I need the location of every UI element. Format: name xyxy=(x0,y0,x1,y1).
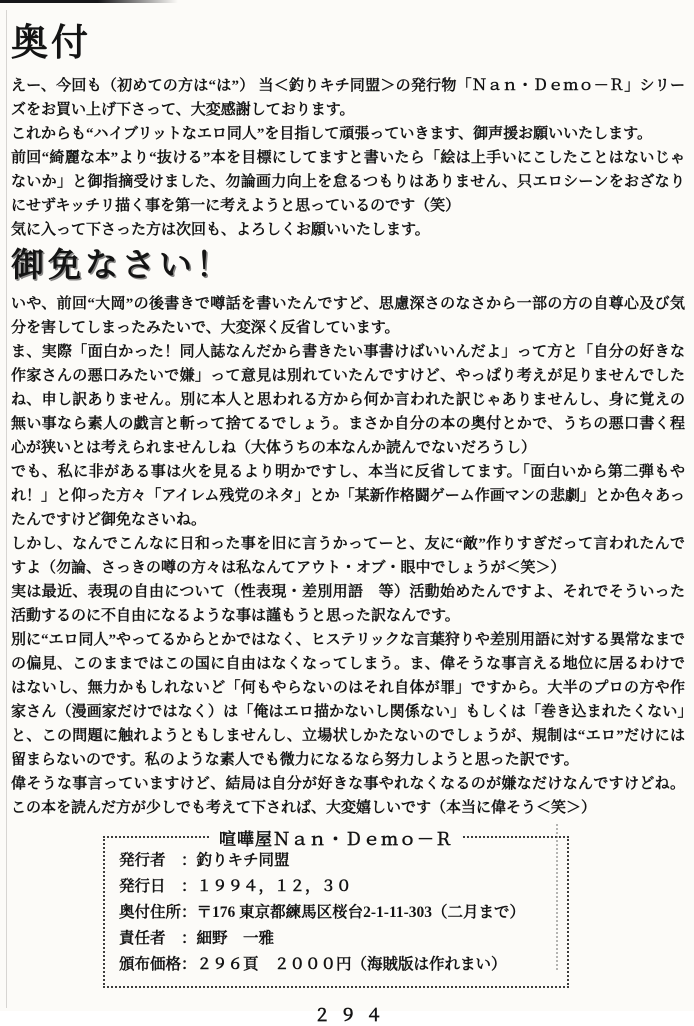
scan-ghost-border-artifact xyxy=(556,824,558,970)
apology-paragraph: いや、前回“大岡”の後書きで噂話を書いたんですど、思慮深さのなさから一部の方の自尊心及び気分を害してしまったみたいで、大変深く反省しています。 xyxy=(11,296,685,336)
colophon-row xyxy=(119,848,557,874)
intro-paragraph: これからも“ハイブリットなエロ同人”を目指して頑張っていきます、御声援お願いいたします。 xyxy=(11,126,652,142)
colophon-row xyxy=(119,900,557,926)
apology-paragraph: ま、実際「面白かった！同人誌なんだから書きたい事書けばいいんだよ」って方と「自分の好きな作家さんの悪口みたいで嫌」って意見は別れていたんですけど、やっぱり考えが足りませんでしたね、申し訳ありません。別に本人と思われる方から何か言われた訳じゃありませんし、身に覚えの無い事なら素人の戯言と斬って捨てるでしょう。まさか自分の本の奥付とかで、うちの悪口書く程心が狭いとは考えられませんしね（大体うちの本なんか読んでないだろうし） xyxy=(11,344,685,456)
scan-top-edge-artifact xyxy=(0,0,178,3)
apology-heading: 御免なさい！ xyxy=(11,248,233,284)
intro-paragraph: 気に入って下さった方は次回も、よろしくお願いいたします。 xyxy=(11,222,430,238)
colophon-value: 釣りキチ同盟 xyxy=(196,852,290,869)
colophon-value: 〒176 東京都練馬区桜台2-1-11-303（二月まで） xyxy=(196,904,526,921)
colophon-box-title: 喧嘩屋Ｎａｎ・Ｄｅｍｏ－Ｒ xyxy=(209,825,463,850)
colophon-row xyxy=(119,874,557,900)
colophon-label: 奥付住所： xyxy=(119,904,197,921)
apology-paragraph: 別に“エロ同人”やってるからとかではなく、ヒステリックな言葉狩りや差別用語に対する異常なまでの偏見、このままではこの国に自由はなくなってしまう。ま、偉そうな事言える地位に居るわけではないし、無力かもしれないど「何もやらないのはそれ自体が罪」ですから。大半のプロの方や作家さん（漫画家だけではなく）は「俺はエロ描かないし関係ない」もしくは「巻き込まれたくない」と、この問題に触れようともしませんし、立場状しかたないのでしょうが、規制は“エロ”だけには留まらないのです。私のような素人でも微力になるなら努力しようと思った訳です。 xyxy=(11,632,685,768)
apology-paragraph: でも、私に非がある事は火を見るより明かですし、本当に反省してます。「面白いから第二弾もやれ！」と仰った方々「アイレム残党のネタ」とか「某新作格闘ゲーム作画マンの悲劇」とか色々あったんですけど御免なさいね。 xyxy=(11,464,685,528)
colophon-label: 責任者 ： xyxy=(119,930,197,947)
colophon-box xyxy=(103,830,569,988)
colophon-row xyxy=(119,926,557,952)
apology-paragraph: 偉そうな事言っていますけど、結局は自分が好きな事やれなくなるのが嫌なだけなんですけどね。この本を読んだ方が少しでも考えて下されば、大変嬉しいです（本当に偉そう＜笑＞） xyxy=(11,776,685,816)
page-title: 奥付 xyxy=(11,23,91,64)
intro-paragraph: 前回“綺麗な本”より“抜ける”本を目標にしてますと書いたら「絵は上手いにこしたことはないじゃないか」と御指摘受けました、勿論画力向上を怠るつもりはありません、只エロシーンをおざなりにせずキッチリ描く事を第一に考えようと思っているのです（笑） xyxy=(11,150,685,214)
colophon-label: 発行日 ： xyxy=(119,878,197,895)
apology-paragraph: しかし、なんでこんなに日和った事を旧に言うかってーと、友に“敵”作りすぎだって言われたんですよ（勿論、さっきの噂の方々は私なんてアウト・オブ・眼中でしょうが＜笑＞） xyxy=(11,536,685,576)
scan-left-edge-artifact xyxy=(6,10,7,1008)
colophon-value: １９９４，１２，３０ xyxy=(196,878,352,895)
colophon-value: 細野 一雅 xyxy=(196,930,275,947)
colophon-label: 頒布価格： xyxy=(119,956,197,973)
apology-paragraph: 実は最近、表現の自由について（性表現・差別用語 等）活動始めたんですよ、それでそういった活動するのに不自由になるような事は謹もうと思った訳なんです。 xyxy=(11,584,685,624)
page-number: ２９４ xyxy=(313,1006,392,1025)
colophon-label: 発行者 ： xyxy=(119,852,197,869)
colophon-value: ２９６頁 ２０００円（海賊版は作れまい） xyxy=(196,956,507,973)
colophon-row xyxy=(119,952,557,978)
intro-paragraph: えー、今回も（初めての方は“は”） 当＜釣りキチ同盟＞の発行物「Ｎａｎ・Ｄｅｍｏ－Ｒ」シリーズをお買い上げ下さって、大変感謝しております。 xyxy=(11,78,685,118)
